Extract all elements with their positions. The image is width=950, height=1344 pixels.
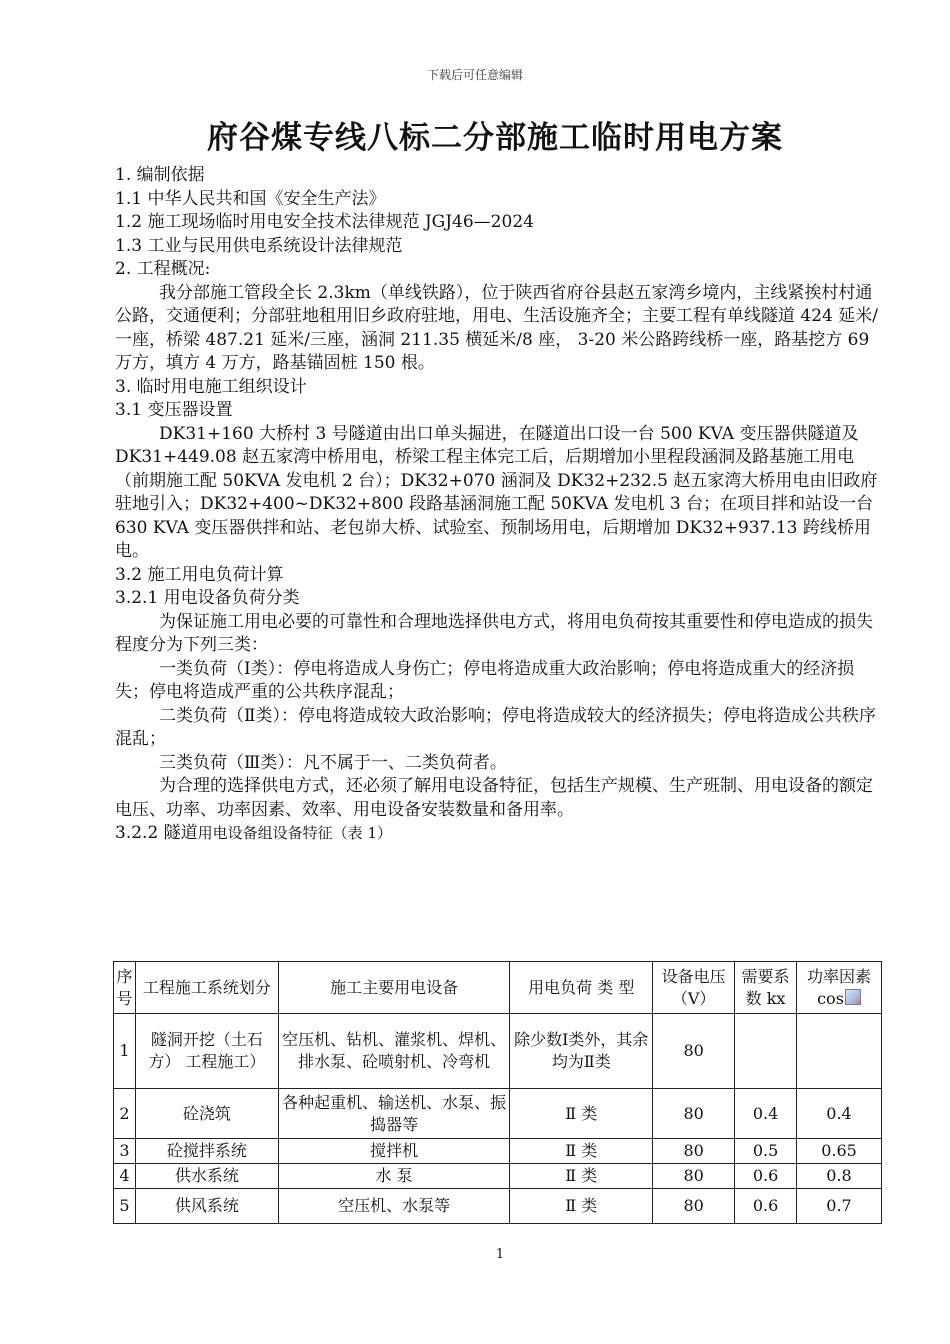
header-cell: 用电负荷 类 型 [510,962,653,1014]
header-cell: 设备电压（V） [653,962,735,1014]
header-cell-label: 功率因素 cos [807,966,872,1008]
table-cell: 隧洞开挖（土石方） 工程施工） [135,1014,278,1089]
table-cell: 0.6 [735,1164,797,1189]
table-cell: Ⅱ 类 [510,1164,653,1189]
table-cell: 0.4 [797,1089,882,1139]
paragraph: 3.1 变压器设置 [115,400,233,420]
table-cell: 80 [653,1189,735,1224]
table-cell [735,1014,797,1089]
table-cell: 砼浇筑 [135,1089,278,1139]
header-cell [797,962,882,1014]
header-note: 下载后可任意编辑 [426,68,523,82]
table-cell: 1 [114,1014,136,1089]
paragraph: 一类负荷（Ⅰ类）：停电将造成人身伤亡；停电将造成重大政治影响；停电将造成重大的经济损失；停电将造成严重的公共秩序混乱； [115,658,855,702]
table-cell: 0.4 [735,1089,797,1139]
table-cell: 空压机、钻机、灌浆机、焊机、排水泵、砼喷射机、冷弯机 [278,1014,510,1089]
formula-image-icon [845,989,861,1005]
table-cell: 80 [653,1164,735,1189]
paragraph: 三类负荷（Ⅲ类）：凡不属于一、二类负荷者。 [159,752,507,773]
table-caption [115,822,883,846]
table-cell: 搅拌机 [278,1139,510,1164]
paragraph: 为合理的选择供电方式，还必须了解用电设备特征，包括生产规模、生产班制、用电设备的额定电压、功率、功率因素、效率、用电设备安装数量和备用率。 [115,776,873,820]
table-row [114,1164,882,1189]
table-cell: 80 [653,1089,735,1139]
table-cell: 4 [114,1164,136,1189]
table-cell: 0.7 [797,1189,882,1224]
paragraph: 3. 临时用电施工组织设计 [115,376,307,397]
table-cell: 砼搅拌系统 [135,1139,278,1164]
table-cell: 0.5 [735,1139,797,1164]
paragraph: 我分部施工管段全长 2.3km（单线铁路），位于陕西省府谷县赵五家湾乡境内，主线紧挨村村通公路，交通便利；分部驻地租用旧乡政府驻地，用电、生活设施齐全；主要工程有单线隧道 424 延米/一座，桥梁 487.21 延米/三座，涵洞 211.35 横延米/8 座， 3-20 米公路跨线桥一座，路基挖方 69 万方，填方 4 万方，路基锚固桩 150 根。 [115,282,878,373]
table-cell: 水 泵 [278,1164,510,1189]
header-cell: 施工主要用电设备 [278,962,510,1014]
table-row [114,1189,882,1224]
table-cell: 80 [653,1139,735,1164]
table-cell: 空压机、水泵等 [278,1189,510,1224]
table-cell: 0.6 [735,1189,797,1224]
document-body [115,164,883,846]
paragraph: 2. 工程概况: [115,259,211,279]
header-cell: 工程施工系统划分 [135,962,278,1014]
table-cell: 5 [114,1189,136,1224]
table-caption-suffix: 用电设备组设备特征（表 1） [197,824,392,842]
document-title: 府谷煤专线八标二分部施工临时用电方案 [207,120,783,156]
table-cell: 供水系统 [135,1164,278,1189]
paragraph: DK31+160 大桥村 3 号隧道由出口单头掘进，在隧道出口设一台 500 KVA 变压器供隧道及 DK31+449.08 赵五家湾中桥用电，桥梁工程主体完工后，后期增加小里程段涵洞及路基施工用电（前期施工配 50KVA 发电机 2 台）；DK32+070 涵洞及 DK32+232.5 赵五家湾大桥用电由旧政府驻地引入；DK32+400~DK32+800 段路基涵洞施工配 50KVA 发电机 3 台；在项目拌和站设一台 630 KVA 变压器供拌和站、老包峁大桥、试验室、预制场用电，后期增加 DK32+937.13 跨线桥用电。 [115,423,878,561]
paragraph: 1.1 中华人民共和国《安全生产法》 [115,188,386,209]
table-row [114,1089,882,1139]
table-cell: 除少数Ⅰ类外，其余均为Ⅱ类 [510,1014,653,1089]
table-row [114,1014,882,1089]
table-cell: 供风系统 [135,1189,278,1224]
table-cell [797,1014,882,1089]
table-cell: 80 [653,1014,735,1089]
table-header-row [114,962,882,1014]
paragraph: 3.2.1 用电设备负荷分类 [115,588,300,608]
table-cell: 2 [114,1089,136,1139]
equipment-table [113,961,882,1224]
paragraph: 3.2 施工用电负荷计算 [115,564,284,585]
paragraph: 为保证施工用电必要的可靠性和合理地选择供电方式，将用电负荷按其重要性和停电造成的损失程度分为下列三类： [115,611,873,655]
table-cell: 0.8 [797,1164,882,1189]
header-cell: 序号 [114,962,136,1014]
table-cell: Ⅱ 类 [510,1089,653,1139]
paragraph: 1. 编制依据 [115,165,205,185]
table-caption-prefix: 3.2.2 隧道 [115,823,198,843]
table-cell: 0.65 [797,1139,882,1164]
header-cell: 需要系数 kx [735,962,797,1014]
paragraph: 1.3 工业与民用供电系统设计法律规范 [115,235,403,256]
table-row [114,1139,882,1164]
table-cell: 3 [114,1139,136,1164]
page-number: 1 [495,1247,505,1262]
paragraph: 1.2 施工现场临时用电安全技术法律规范 JGJ46—2024 [115,212,534,232]
paragraph: 二类负荷（Ⅱ类）：停电将造成较大政治影响；停电将造成较大的经济损失；停电将造成公共秩序混乱； [115,705,877,749]
table-cell: 各种起重机、输送机、水泵、振捣器等 [278,1089,510,1139]
table-cell: Ⅱ 类 [510,1139,653,1164]
table-cell: Ⅱ 类 [510,1189,653,1224]
